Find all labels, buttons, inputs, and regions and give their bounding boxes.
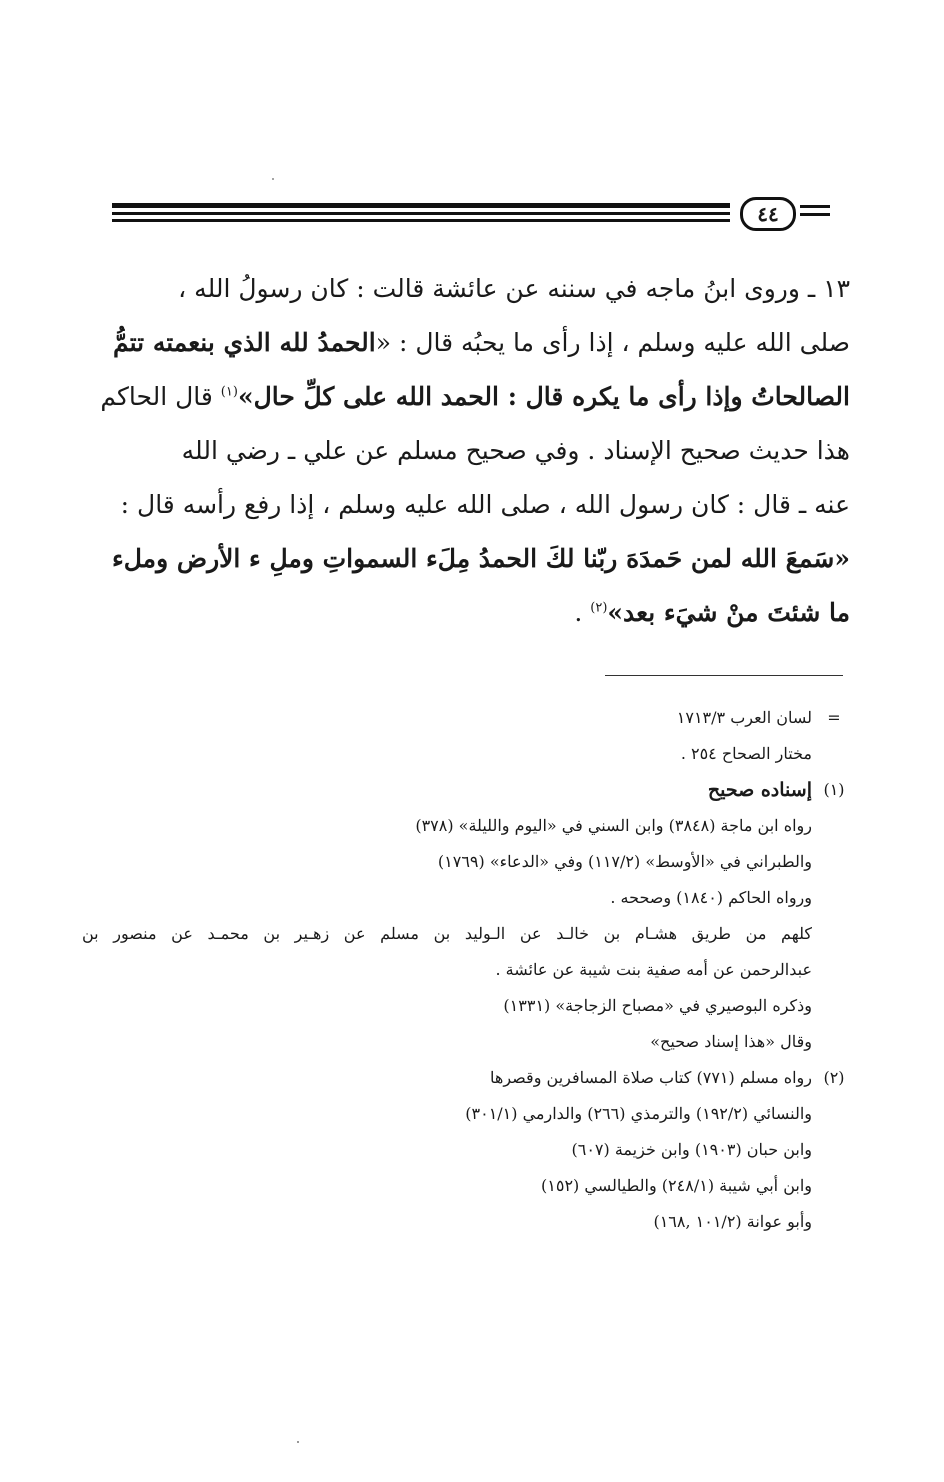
footnote-line xyxy=(82,844,850,880)
footnote-text: مختار الصحاح ٢٥٤ . xyxy=(680,744,812,763)
text-run: . xyxy=(574,598,591,627)
page-number: ٤٤ xyxy=(740,197,796,231)
quote-close: » xyxy=(237,382,254,411)
footnote-number: (٢) xyxy=(823,1068,845,1087)
rule-line xyxy=(800,205,830,208)
text-line xyxy=(82,586,850,640)
footnote-text: والنسائي (١٩٢/٢) والترمذي (٢٦٦) والدارمي (٣٠١/١) xyxy=(465,1104,812,1123)
hadith-quote: الحمدُ لله الذي بنعمته تتمُّ xyxy=(112,328,376,357)
continuation-mark: = xyxy=(827,708,841,727)
page-header xyxy=(112,195,830,229)
quote-close: » xyxy=(607,598,624,627)
footnote-line xyxy=(82,736,850,772)
rule-line xyxy=(112,203,730,208)
footnote-text: رواه مسلم (٧٧١) كتاب صلاة المسافرين وقصرها xyxy=(490,1068,812,1087)
header-rule xyxy=(112,203,730,226)
footnote-line xyxy=(82,772,850,808)
hadith-quote: ما شئتَ منْ شيَء بعد xyxy=(623,598,850,627)
text-run: صلى الله عليه وسلم ، إذا رأى ما يحبُه قال : « xyxy=(375,328,850,357)
footnote-text: كلهم من طريق هشـام بن خالـد عن الـوليد بن مسلم عن زهـير بن محمـد عن منصور بن xyxy=(82,924,812,943)
rule-line xyxy=(800,213,830,216)
footnote-line xyxy=(82,952,850,988)
footnote-number: (١) xyxy=(823,780,845,799)
text-line xyxy=(82,316,850,370)
text-run: هذا حديث صحيح الإسناد . وفي صحيح مسلم عن علي ـ رضي الله xyxy=(181,436,850,465)
footnotes xyxy=(82,700,850,1240)
footnote-line xyxy=(82,1024,850,1060)
footnote-separator xyxy=(605,675,843,676)
main-text xyxy=(82,262,850,640)
footnote-line xyxy=(82,1204,850,1240)
footnote-line xyxy=(82,700,850,736)
hadith-quote: «سَمعَ الله لمن حَمدَهَ ربّنا لكَ الحمدُ مِلَء السمواتِ وملِ ء الأرض وملء xyxy=(111,544,850,573)
speck xyxy=(272,178,274,180)
footnote-ref[interactable]: (١) xyxy=(220,384,238,400)
text-line xyxy=(82,262,850,316)
footnote-line xyxy=(82,1132,850,1168)
footnote-text: لسان العرب ١٧١٣/٣ xyxy=(676,708,812,727)
text-line xyxy=(82,370,850,424)
footnote-text: عبدالرحمن عن أمه صفية بنت شيبة عن عائشة . xyxy=(495,960,812,979)
footnote-line xyxy=(82,880,850,916)
footnote-line xyxy=(82,916,850,952)
text-line xyxy=(82,424,850,478)
text-run: قال الحاكم xyxy=(100,382,221,411)
footnote-text: وذكره البوصيري في «مصباح الزجاجة» (١٣٣١) xyxy=(503,996,812,1015)
text-line xyxy=(82,532,850,586)
page-number-badge xyxy=(734,195,830,229)
text-line xyxy=(82,478,850,532)
footnote-text: وأبو عوانة (١٠١/٢ ,١٦٨) xyxy=(653,1212,812,1231)
footnote-line xyxy=(82,1096,850,1132)
footnote-line xyxy=(82,1168,850,1204)
footnote-text: رواه ابن ماجة (٣٨٤٨) وابن السني في «اليوم والليلة» (٣٧٨) xyxy=(415,816,812,835)
footnote-text: وابن حبان (١٩٠٣) وابن خزيمة (٦٠٧) xyxy=(571,1140,812,1159)
footnote-text: وقال «هذا إسناد صحيح» xyxy=(650,1032,812,1051)
text-run: ١٣ ـ وروى ابنُ ماجه في سننه عن عائشة قالت : كان رسولُ الله ، xyxy=(178,274,850,303)
rule-line xyxy=(112,219,730,222)
rule-line xyxy=(112,212,730,215)
footnote-heading: إسناده صحيح xyxy=(707,779,812,801)
hadith-quote: الصالحاتُ وإذا رأى ما يكره قال : الحمد الله على كلِّ حال xyxy=(253,382,850,411)
footnote-text: والطبراني في «الأوسط» (١١٧/٢) وفي «الدعاء» (١٧٦٩) xyxy=(437,852,812,871)
speck xyxy=(297,1441,299,1443)
footnote-line xyxy=(82,1060,850,1096)
footnote-line xyxy=(82,808,850,844)
footnote-text: ورواه الحاكم (١٨٤٠) وصححه . xyxy=(610,888,812,907)
footnote-text: وابن أبي شيبة (٢٤٨/١) والطيالسي (١٥٢) xyxy=(541,1176,812,1195)
text-run: عنه ـ قال : كان رسول الله ، صلى الله عليه وسلم ، إذا رفع رأسه قال : xyxy=(120,490,850,519)
footnote-line xyxy=(82,988,850,1024)
footnote-ref[interactable]: (٢) xyxy=(590,600,608,616)
